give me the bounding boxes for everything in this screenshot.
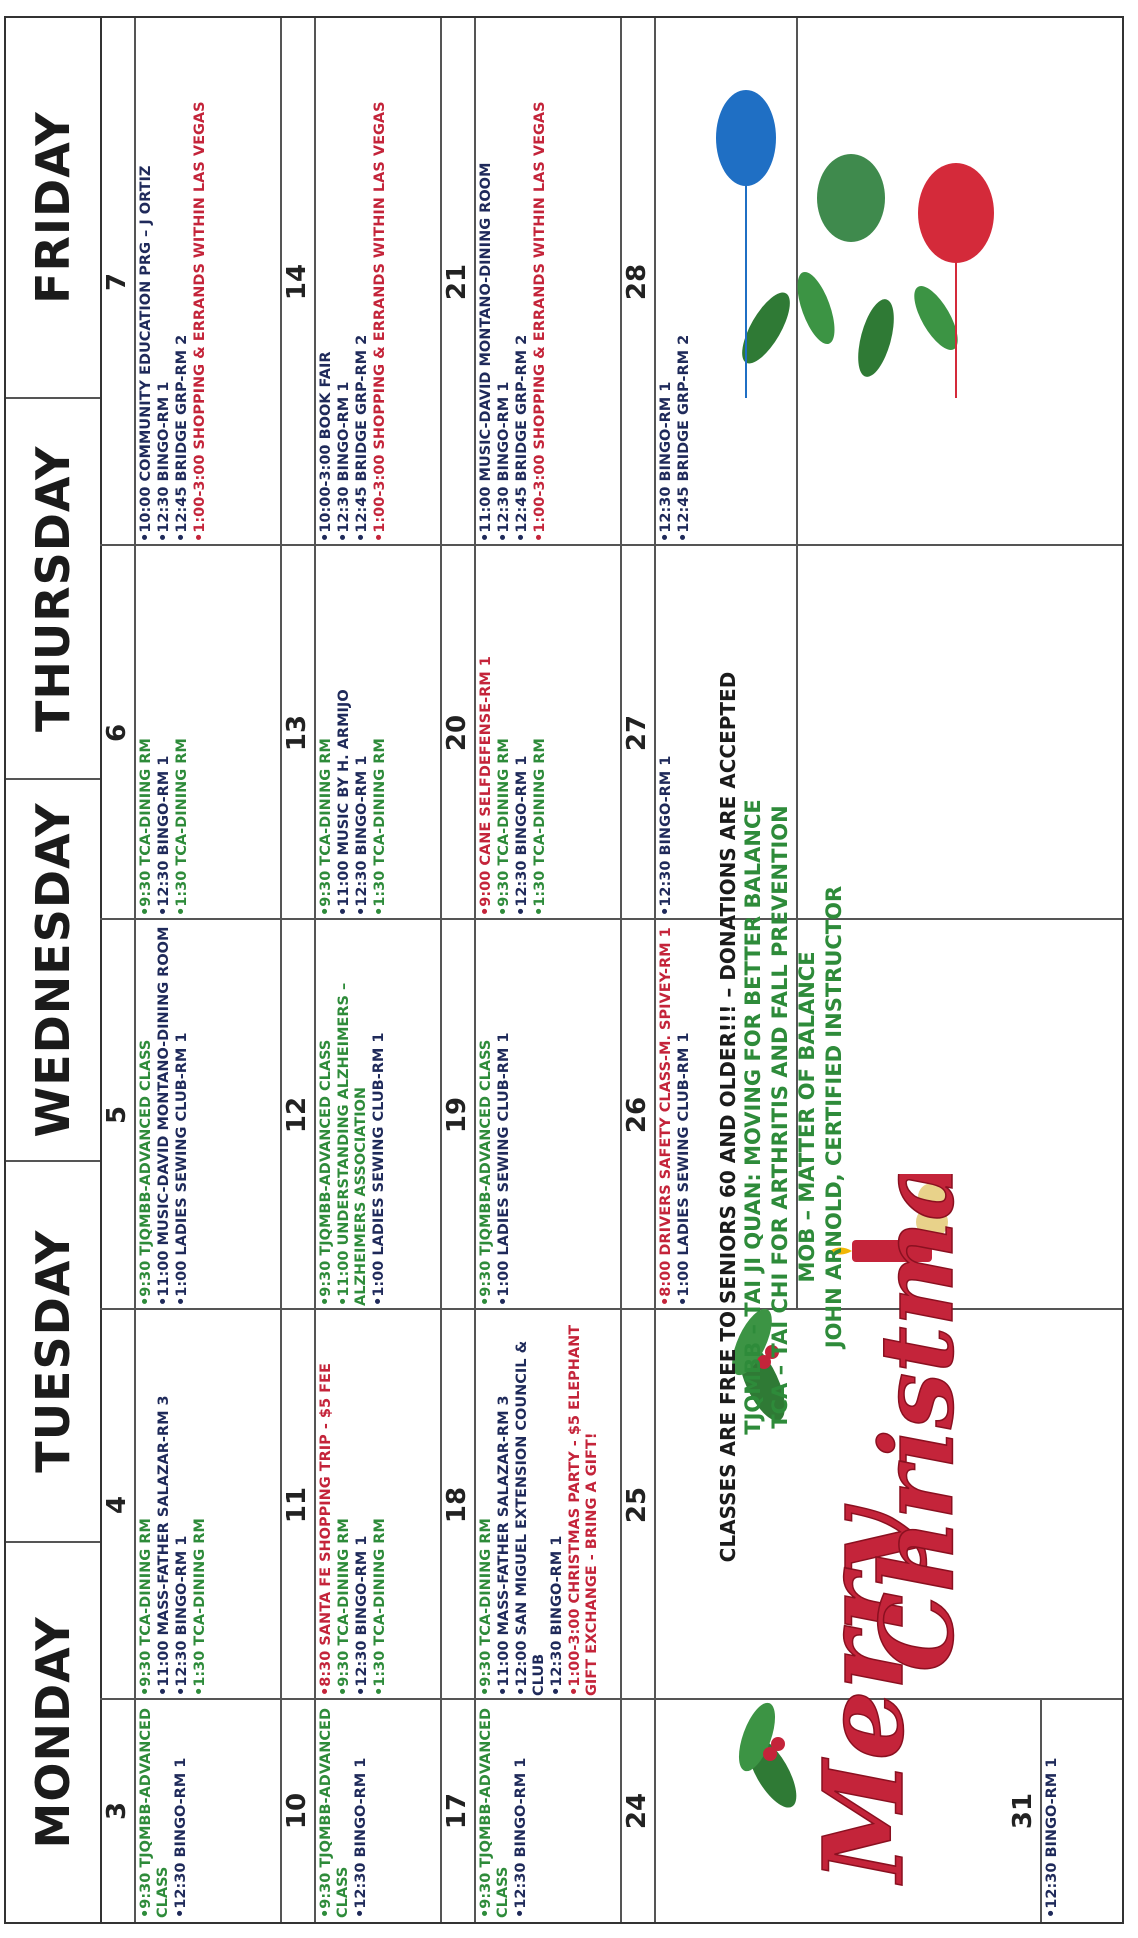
event-item: • 12:30 BINGO-RM 1 <box>353 1706 370 1918</box>
greeting-christmas: Christmas <box>858 1174 976 1672</box>
day-cell <box>620 1310 710 1700</box>
event-item: • 9:30 TCA-DINING RM <box>336 1316 353 1696</box>
header-monday: MONDAY <box>6 1541 100 1922</box>
green-ornament-icon <box>817 154 885 242</box>
event-list <box>138 926 192 1306</box>
day-number: 18 <box>440 1310 476 1700</box>
weekday-header-row <box>6 18 102 1922</box>
event-item: • 9:30 TJQMBB-ADVANCED CLASS <box>318 926 335 1306</box>
event-item: • 9:30 TJQMBB-ADVANCED CLASS <box>478 926 495 1306</box>
day-cell-31 <box>1006 1698 1122 1922</box>
event-list <box>658 24 694 542</box>
day-cell <box>440 18 622 546</box>
day-number: 11 <box>280 1310 316 1700</box>
event-item: • 1:30 TCA-DINING RM <box>532 552 549 916</box>
event-list <box>318 1316 390 1696</box>
event-item: • 12:45 BRIDGE GRP-RM 2 <box>354 24 371 542</box>
day-cell <box>440 920 622 1310</box>
day-number: 4 <box>100 1310 136 1700</box>
day-number: 25 <box>620 1310 656 1700</box>
event-item: • 12:30 BINGO-RM 1 <box>354 1316 371 1696</box>
calendar-grid <box>4 16 1124 1924</box>
event-item: • 12:30 BINGO-RM 1 <box>513 1706 530 1918</box>
day-number: 6 <box>100 546 136 920</box>
footer-line: MOB – MATTER OF BALANCE <box>795 951 819 1283</box>
event-item: • 12:30 BINGO-RM 1 <box>549 1316 566 1696</box>
event-item: • 12:30 BINGO-RM 1 <box>514 552 531 916</box>
event-item: • 8:00 DRIVERS SAFETY CLASS-M. SPIVEY-RM 1 <box>658 926 675 1306</box>
event-item: • 1:00 LADIES SEWING CLUB-RM 1 <box>174 926 191 1306</box>
event-item: • 9:30 TCA-DINING RM <box>478 1316 495 1696</box>
day-number: 14 <box>280 18 316 546</box>
event-item: • 10:00-3:00 BOOK FAIR <box>318 24 335 542</box>
event-list <box>1044 1706 1062 1918</box>
event-item: • 12:30 BINGO-RM 1 <box>658 24 675 542</box>
day-number: 28 <box>620 18 656 546</box>
day-cell <box>280 546 442 920</box>
day-number: 13 <box>280 546 316 920</box>
header-thursday: THURSDAY <box>6 397 100 778</box>
event-item: • 12:30 BINGO-RM 1 <box>336 24 353 542</box>
event-item: • 1:00-3:00 SHOPPING & ERRANDS WITHIN LAS VEGAS <box>192 24 209 542</box>
event-item: • 1:30 TCA-DINING RM <box>192 1316 209 1696</box>
event-item: • 9:30 TJQMBB-ADVANCED CLASS <box>138 926 155 1306</box>
day-number: 19 <box>440 920 476 1310</box>
day-cell <box>440 1310 622 1700</box>
event-item: • 12:30 BINGO-RM 1 <box>658 552 675 916</box>
day-cell <box>100 18 282 546</box>
day-cell <box>100 920 282 1310</box>
event-item: • 9:30 TCA-DINING RM <box>138 1316 155 1696</box>
event-list <box>318 24 390 542</box>
blue-ornament-icon <box>716 90 776 186</box>
event-item: • 11:00 MUSIC-DAVID MONTANO-DINING ROOM <box>478 24 495 542</box>
footer-notes <box>708 542 1008 1692</box>
holly-icon <box>733 268 966 381</box>
event-list <box>318 926 389 1306</box>
event-item: • 10:00 COMMUNITY EDUCATION PRG – J ORTIZ <box>138 24 155 542</box>
event-item: • 9:30 TJQMBB-ADVANCED CLASS <box>478 1706 512 1918</box>
event-item: • 1:00 LADIES SEWING CLUB-RM 1 <box>496 926 513 1306</box>
day-cell <box>100 1700 282 1922</box>
event-item: • 1:30 TCA-DINING RM <box>174 552 191 916</box>
event-list <box>658 552 676 916</box>
event-item: • 11:00 MUSIC-DAVID MONTANO-DINING ROOM <box>156 926 173 1306</box>
footer-line: JOHN ARNOLD, CERTIFIED INSTRUCTOR <box>822 885 846 1349</box>
day-cell <box>440 546 622 920</box>
event-item: • 1:00-3:00 SHOPPING & ERRANDS WITHIN LAS VEGAS <box>372 24 389 542</box>
day-cell <box>100 546 282 920</box>
event-item: • 12:30 BINGO-RM 1 <box>173 1706 190 1918</box>
day-number: 20 <box>440 546 476 920</box>
day-number: 21 <box>440 18 476 546</box>
day-number: 26 <box>620 920 656 1310</box>
event-item: • 12:30 BINGO-RM 1 <box>354 552 371 916</box>
event-item: • 12:30 BINGO-RM 1 <box>174 1316 191 1696</box>
event-item: • 12:00 SAN MIGUEL EXTENSION COUNCIL & CLUB <box>514 1316 548 1696</box>
event-item: • 11:00 UNDERSTANDING ALZHEIMERS – ALZHEIMERS ASSOCIATION <box>336 926 370 1306</box>
event-item: • 1:00-3:00 CHRISTMAS PARTY - $5 ELEPHANT GIFT EXCHANGE - BRING A GIFT! <box>567 1316 601 1696</box>
day-number: 12 <box>280 920 316 1310</box>
day-number: 24 <box>620 1700 656 1922</box>
event-item: • 1:00-3:00 SHOPPING & ERRANDS WITHIN LAS VEGAS <box>532 24 549 542</box>
header-wednesday: WEDNESDAY <box>6 778 100 1159</box>
event-item: • 11:00 MASS-FATHER SALAZAR-RM 3 <box>496 1316 513 1696</box>
day-cell <box>440 1700 622 1922</box>
event-list <box>318 552 390 916</box>
event-item: • 12:30 BINGO-RM 1 <box>496 24 513 542</box>
footer-line: TCA – TAI CHI FOR ARTHRITIS AND FALL PREVENTION <box>768 805 792 1429</box>
event-item: • 12:45 BRIDGE GRP-RM 2 <box>514 24 531 542</box>
day-number: 27 <box>620 546 656 920</box>
day-number: 7 <box>100 18 136 546</box>
day-number: 31 <box>1006 1700 1042 1922</box>
event-item: • 11:00 MUSIC BY H. ARMIJO <box>336 552 353 916</box>
day-cell <box>620 1700 710 1922</box>
event-item: • 11:00 MASS-FATHER SALAZAR-RM 3 <box>156 1316 173 1696</box>
event-item: • 9:30 TJQMBB-ADVANCED CLASS <box>318 1706 352 1918</box>
day-cell <box>100 1310 282 1700</box>
day-number: 17 <box>440 1700 476 1922</box>
event-item: • 12:30 BINGO-RM 1 <box>156 552 173 916</box>
red-ornament-icon <box>918 163 994 263</box>
event-list <box>478 24 550 542</box>
header-friday: FRIDAY <box>26 111 80 304</box>
event-list <box>138 552 192 916</box>
event-list <box>478 1706 531 1918</box>
day-number: 10 <box>280 1700 316 1922</box>
footer-line: CLASSES ARE FREE TO SENIORS 60 AND OLDER!!! – DONATIONS ARE ACCEPTED <box>716 671 740 1563</box>
event-item: • 12:45 BRIDGE GRP-RM 2 <box>676 24 693 542</box>
event-item: • 1:30 TCA-DINING RM <box>372 552 389 916</box>
event-item: • 9:30 TCA-DINING RM <box>138 552 155 916</box>
header-tuesday: TUESDAY <box>6 1160 100 1541</box>
day-cell <box>280 920 442 1310</box>
ornaments-art <box>706 14 1028 398</box>
event-list <box>658 926 694 1306</box>
event-item: • 8:30 SANTA FE SHOPPING TRIP - $5 FEE <box>318 1316 335 1696</box>
event-list <box>478 1316 602 1696</box>
holly-icon <box>732 1698 806 1814</box>
event-item: • 9:30 TCA-DINING RM <box>318 552 335 916</box>
event-list <box>138 24 210 542</box>
day-cell <box>280 1700 442 1922</box>
event-list <box>138 1706 191 1918</box>
greeting-merry: Merry <box>799 1510 928 1882</box>
event-item: • 9:30 TJQMBB-ADVANCED CLASS <box>138 1706 172 1918</box>
event-item: • 9:30 TCA-DINING RM <box>496 552 513 916</box>
event-list <box>138 1316 210 1696</box>
day-number: 3 <box>100 1700 136 1922</box>
event-item: • 9:00 CANE SELFDEFENSE-RM 1 <box>478 552 495 916</box>
day-cell <box>280 18 442 546</box>
event-list <box>478 926 514 1306</box>
event-item: • 12:45 BRIDGE GRP-RM 2 <box>174 24 191 542</box>
day-cell <box>280 1310 442 1700</box>
event-list <box>318 1706 371 1918</box>
event-item: • 1:00 LADIES SEWING CLUB-RM 1 <box>676 926 693 1306</box>
day-number: 5 <box>100 920 136 1310</box>
footer-line: TJQMBB – TAI JI QUAN: MOVING FOR BETTER BALANCE <box>741 799 765 1435</box>
event-item: • 1:30 TCA-DINING RM <box>372 1316 389 1696</box>
event-list <box>478 552 550 916</box>
event-item: • 12:30 BINGO-RM 1 <box>156 24 173 542</box>
event-item: • 1:00 LADIES SEWING CLUB-RM 1 <box>371 926 388 1306</box>
event-item: • 12:30 BINGO-RM 1 <box>1044 1706 1061 1918</box>
